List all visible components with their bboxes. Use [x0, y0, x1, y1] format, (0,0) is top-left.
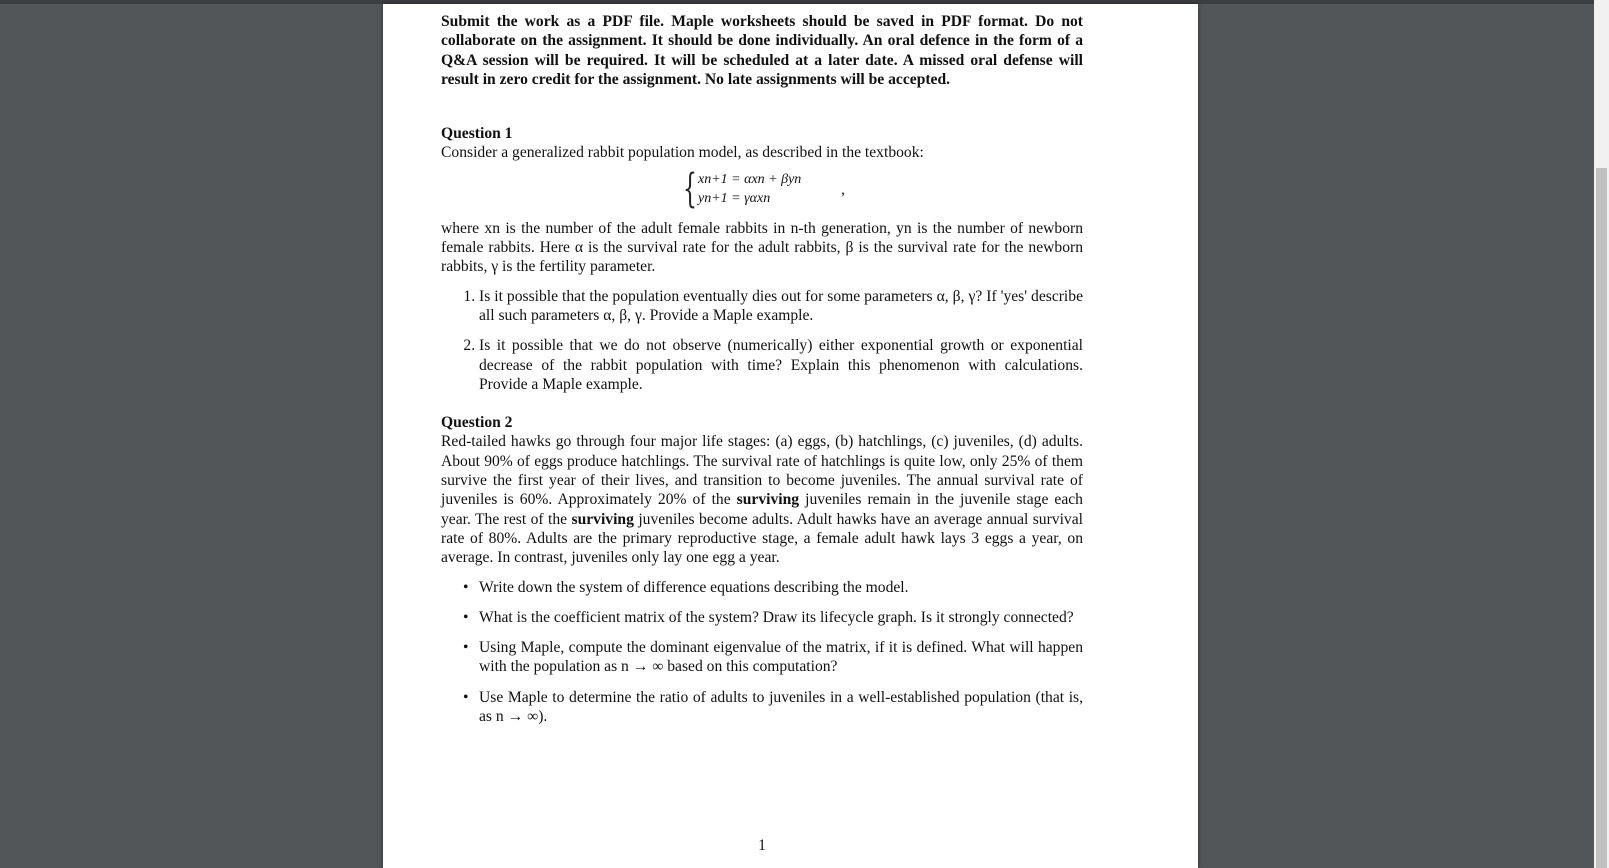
pdf-page — [383, 4, 1198, 868]
equation-lines — [698, 170, 801, 208]
emphasis-surviving-2: surviving — [571, 510, 634, 528]
emphasis-surviving-1: surviving — [736, 491, 800, 509]
question-1-intro: Consider a generalized rabbit population model, as described in the textbook: — [441, 144, 924, 162]
question-2-list — [441, 578, 1083, 727]
rabbit-model-equation — [441, 165, 1083, 214]
scrollbar-thumb[interactable] — [1596, 168, 1607, 868]
equation-line-1: xn+1 = αxn + βyn — [698, 171, 802, 187]
question-2-item-4 — [463, 688, 1083, 727]
question-2-item-1 — [463, 578, 1083, 597]
left-brace: { — [683, 165, 697, 212]
question-2 — [441, 413, 1083, 726]
question-2-text-part-2: juveniles remain in the juvenile stage each year. The rest of the — [441, 491, 1083, 528]
question-1 — [441, 124, 1083, 394]
question-2-item-3 — [463, 638, 1083, 677]
bullet-icon: • — [463, 639, 469, 657]
equation-trailing-comma: , — [841, 180, 845, 198]
question-1-description: where xn is the number of the adult female rabbits in n-th generation, yn is the number of newborn female rabbits. Here α is the survival rate for the adult rabbits, β is the survival rate for the newborn rabbits, γ is the fertility parameter. — [441, 219, 1083, 276]
question-2-text-part-3: juveniles become adults. Adult hawks have an average annual survival rate of 80%. Adults are the primary reproductive stage, a female adult hawk lays 3 eggs a year, on average. In contrast, juveniles only lay one egg a year. — [441, 510, 1083, 567]
vertical-scrollbar[interactable] — [1594, 0, 1609, 868]
submission-notice: Submit the work as a PDF file. Maple worksheets should be saved in PDF format. Do not collaborate on the assignment. It should be done individually. An oral defence in the form of a Q&A session will be required. It will be scheduled at a later date. A missed oral defense will result in zero credit for the assignment. No late assignments will be accepted. — [441, 13, 1083, 88]
question-2-text — [441, 432, 1083, 567]
bullet-icon: • — [463, 608, 469, 626]
question-2-title: Question 2 — [441, 414, 513, 432]
question-2-item-1-text: Write down the system of difference equations describing the model. — [479, 578, 909, 596]
question-2-item-3-text: Using Maple, compute the dominant eigenvalue of the matrix, if it is defined. What will happen with the population as n → ∞ based on this computation? — [479, 639, 1083, 676]
bullet-icon: • — [463, 688, 469, 706]
question-2-item-4-text: Use Maple to determine the ratio of adults to juveniles in a well-established population (that is, as n → ∞). — [479, 688, 1083, 726]
question-2-item-2-text: What is the coefficient matrix of the system? Draw its lifecycle graph. Is it strongly connected? — [479, 608, 1074, 626]
page-number: 1 — [758, 837, 766, 854]
question-1-item-1: 1. Is it possible that the population eventually dies out for some parameters α, β, γ? If 'yes' describe all such parameters α, β, γ. Provide a Maple example. — [479, 287, 1083, 326]
equation-line-2: yn+1 = γαxn — [698, 190, 771, 206]
question-1-item-2: 2. Is it possible that we do not observe (numerically) either exponential growth or exponential decrease of the rabbit population with time? Explain this phenomenon with calculations. Provide a Maple example. — [479, 336, 1083, 394]
question-1-list — [441, 287, 1083, 394]
question-2-item-2 — [463, 608, 1083, 627]
page-content — [441, 12, 1083, 854]
question-1-title: Question 1 — [441, 125, 513, 143]
bullet-icon: • — [463, 578, 469, 596]
question-2-text-part-1: Red-tailed hawks go through four major life stages: (a) eggs, (b) hatchlings, (c) juveniles, (d) adults. About 90% of eggs produce hatchlings. The survival rate of hatchlings is quite low, only 25% of them survive the first year of their lives, and transition to become juveniles. The annual survival rate of juveniles is 60%. Approximately 20% of the — [441, 433, 1083, 509]
